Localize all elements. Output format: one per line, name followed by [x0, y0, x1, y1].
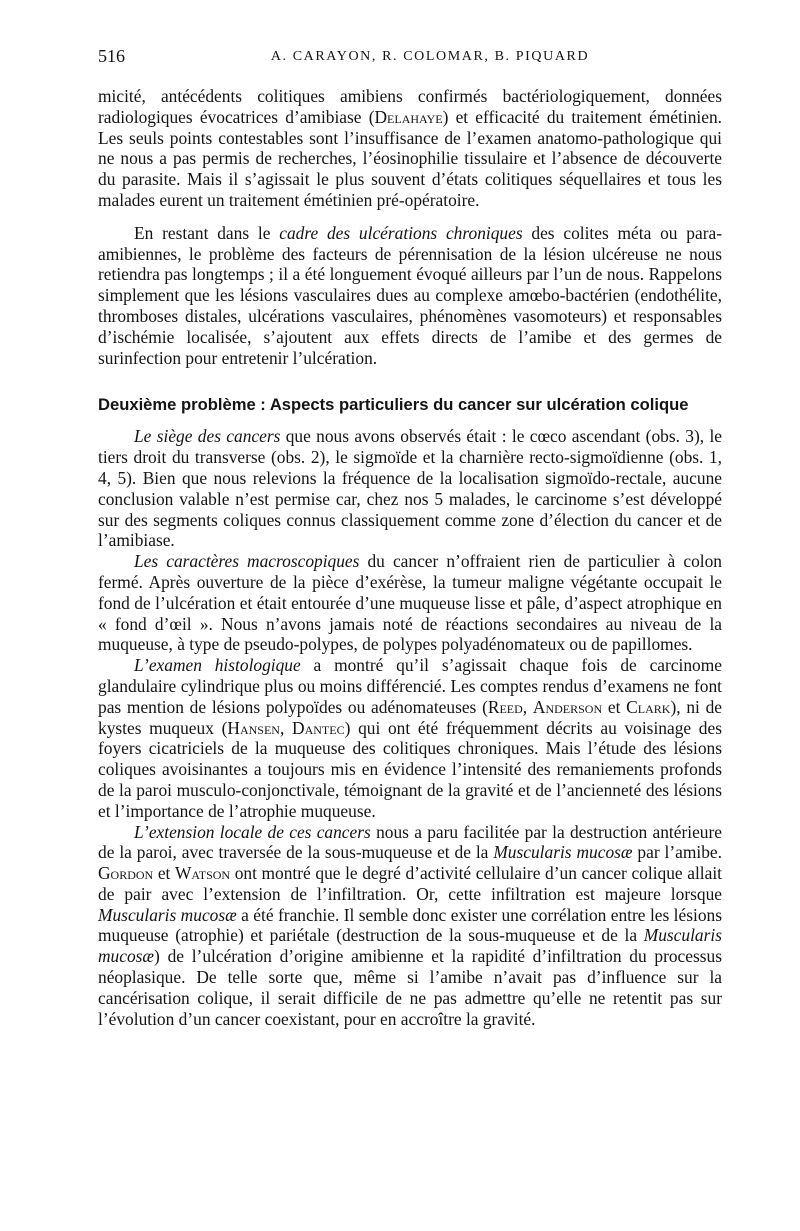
author-citation: Anderson [532, 696, 603, 717]
paragraph-chronic-ulcerations: En restant dans le cadre des ulcérations chroniques des colites méta ou para-amibiennes, le problème des facteurs de pérennisation de la lésion ulcéreuse ne nous retiendra pas longtemps ; il a été longuement évoqué ailleurs par l’un de nous. Rappelons simplement que les lésions vasculaires dues au complexe amœbo-bactérien (endothélite, thromboses distales, ulcérations vasculaires, phénomènes vasomoteurs) et responsables d’ischémie localisée, s’ajoutent aux effets directs de l’amibe et des germes de surinfection pour entretenir l’ulcération. [98, 222, 723, 368]
paragraph-histology: L’examen histologique a montré qu’il s’agissait chaque fois de carcinome glandulaire cylindrique plus ou moins différencié. Les comptes rendus d’examens ne font pas mention de lésions polypoïdes ou adénomateuses (Reed, Anderson et Clark), ni de kystes muqueux (Hansen, Dantec) qui ont été fréquemment décrits au voisinage des foyers cicatriciels de la muqueuse des colitiques chroniques. Mais l’étude des lésions coliques avoisinantes a toujours mis en évidence l’intensité des remaniements profonds de la paroi musculo-conjonctivale, témoignant de la gravité et de l’ancienneté des lésions et l’importance de l’atrophie muqueuse. [98, 655, 722, 821]
author-citation: Delahaye [374, 106, 443, 127]
section-heading: Deuxième problème : Aspects particuliers du cancer sur ulcération colique [98, 395, 689, 415]
author-citation: Reed [487, 696, 523, 717]
page-number: 516 [98, 46, 125, 66]
author-citation: Watson [175, 863, 231, 884]
body-text [98, 86, 722, 1029]
author-citation: Hansen [227, 717, 280, 738]
paragraph-local-extension: L’extension locale de ces cancers nous a paru facilitée par la destruction antérieure de la paroi, avec traversée de la sous-muqueuse et de la Muscularis mucosæ par l’amibe. Gordon et Watson ont montré que le degré d’activité cellulaire d’un cancer colique allait de pair avec l’extension de l’infiltration. Or, cette infiltration est majeure lorsque Muscularis mucosæ a été franchie. Il semble donc exister une corrélation entre les lésions muqueuse (atrophie) et pariétale (destruction de la sous-muqueuse et de la Muscularis mucosæ) de l’ulcération d’origine amibienne et la rapidité d’infiltration du processus néoplasique. De telle sorte que, même si l’amibe n’avait pas d’influence sur la cancérisation colique, il serait difficile de ne pas admettre qu’elle ne retentit pas sur l’évolution d’un cancer coexistant, pour en accroître la gravité. [98, 821, 723, 1029]
author-citation: Clark [626, 696, 671, 717]
paragraph-macroscopic: Les caractères macroscopiques du cancer n’offraient rien de particulier à colon fermé. Après ouverture de la pièce d’exérèse, la tumeur maligne végétante occupait le fond de l’ulcération et était entourée d’une muqueuse lisse et pâle, d’aspect atrophique en « fond d’œil ». Nous n’avons jamais noté de réactions secondaires au niveau de la muqueuse, à type de pseudo-polypes, de polypes polyadénomateux ou de papillomes. [98, 551, 722, 655]
page-header [98, 46, 722, 72]
author-citation: Dantec [292, 717, 345, 738]
paragraph-continuation: micité, antécédents colitiques amibiens confirmés bactériologiquement, données radiologiques évocatrices d’amibiase (Delahaye) et efficacité du traitement émétinien. Les seuls points contestables sont l’insuffisance de l’examen anatomo-pathologique qui ne nous a pas permis de recherches, l’éosinophilie tissulaire et l’absence de découverte du parasite. Mais il s’agissait le plus souvent d’états colitiques séquellaires et tous les malades eurent un traitement émétinien pré-opératoire. [98, 86, 722, 210]
running-head-authors: A. CARAYON, R. COLOMAR, B. PIQUARD [270, 49, 590, 64]
author-citation: Gordon [98, 863, 154, 884]
paragraph-cancer-site: Le siège des cancers que nous avons observés était : le cœco ascendant (obs. 3), le tiers droit du transverse (obs. 2), le sigmoïde et la charnière recto-sigmoïdienne (obs. 1, 4, 5). Bien que nous relevions la fréquence de la localisation sigmoïdo-rectale, aucune conclusion valable n’est permise car, chez nos 5 malades, le carcinome s’est développé sur des segments coliques connus classiquement comme zone d’élection du cancer et de l’amibiase. [98, 426, 722, 551]
